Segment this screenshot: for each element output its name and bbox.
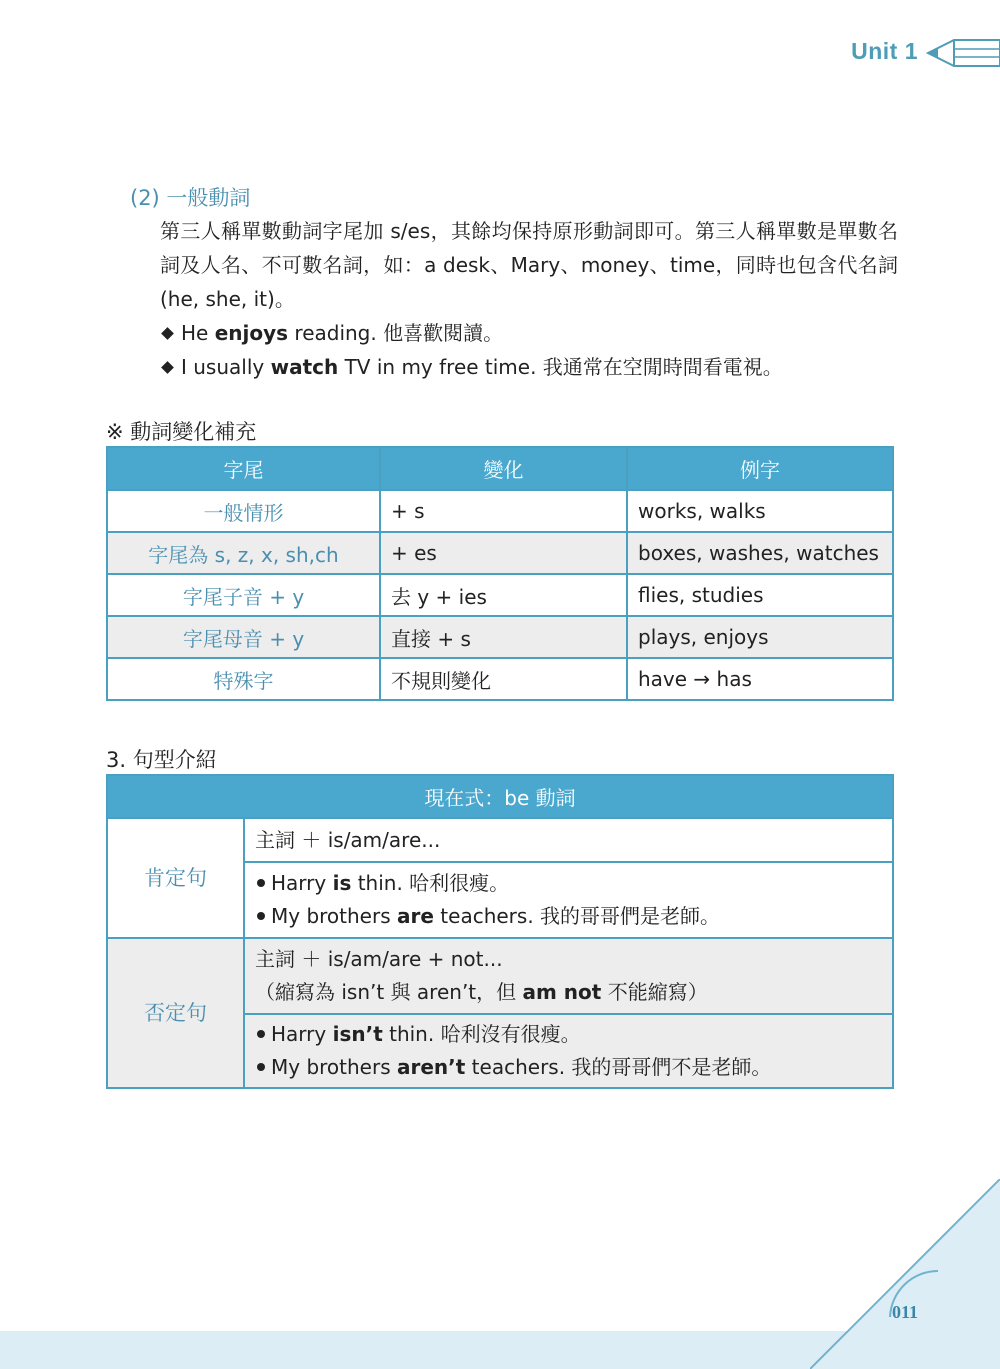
- bullet-icon: [257, 1030, 265, 1038]
- table-row: 一般情形 + s works, walks: [107, 490, 893, 532]
- section-heading: (2) 一般動詞: [130, 186, 251, 210]
- affirmative-formula-row: [107, 818, 893, 862]
- table-row: 字尾子音 + y 去 y + ies flies, studies: [107, 574, 893, 616]
- negative-formula-row: [107, 938, 893, 1014]
- table-header-row: [107, 447, 893, 490]
- example-2: I usually watch TV in my free time. 我通常在空閒時間看電視。: [160, 350, 898, 384]
- bullet-icon: [257, 879, 265, 887]
- negative-label: 否定句: [107, 938, 244, 1088]
- column-header: 字尾: [107, 447, 380, 490]
- table-header-row: [107, 775, 893, 818]
- affirmative-label: 肯定句: [107, 818, 244, 938]
- page-corner-decoration: [810, 1179, 1000, 1369]
- negative-formula: 主詞 ＋ is/am/are + not...: [255, 947, 503, 971]
- bullet-icon: [257, 1063, 265, 1071]
- be-verb-table: [106, 774, 894, 1089]
- table-row: 特殊字 不規則變化 have → has: [107, 658, 893, 700]
- example-1: He enjoys reading. 他喜歡閱讀。: [160, 316, 898, 350]
- unit-label: Unit 1: [851, 38, 918, 64]
- page-number: 011: [892, 1302, 919, 1322]
- section-paragraph: [160, 214, 898, 384]
- verb-change-table: [106, 446, 894, 701]
- diamond-bullet-icon: [161, 327, 174, 340]
- table-header: 現在式：be 動詞: [107, 775, 893, 818]
- table-row: 字尾母音 + y 直接 + s plays, enjoys: [107, 616, 893, 658]
- affirmative-example-2: My brothers are teachers. 我的哥哥們是老師。: [255, 900, 882, 933]
- negative-example-1: Harry isn’t thin. 哈利沒有很瘦。: [255, 1018, 882, 1051]
- column-header: 變化: [380, 447, 627, 490]
- bullet-icon: [257, 912, 265, 920]
- paragraph-text: 第三人稱單數動詞字尾加 s/es，其餘均保持原形動詞即可。第三人稱單數是單數名詞及人名、不可數名詞，如：a desk、Mary、money、time，同時也包含代名詞 (he, she, it)。: [160, 219, 898, 311]
- negative-note: （縮寫為 isn’t 與 aren’t，但 am not 不能縮寫）: [255, 980, 708, 1004]
- diamond-bullet-icon: [161, 361, 174, 374]
- table-row: 字尾為 s, z, x, sh,ch + es boxes, washes, watches: [107, 532, 893, 574]
- affirmative-formula: 主詞 ＋ is/am/are...: [244, 818, 893, 862]
- negative-example-2: My brothers aren’t teachers. 我的哥哥們不是老師。: [255, 1051, 882, 1084]
- affirmative-example-1: Harry is thin. 哈利很瘦。: [255, 867, 882, 900]
- pencil-icon: [926, 32, 1000, 74]
- column-header: 例字: [627, 447, 893, 490]
- patterns-title: 3. 句型介紹: [106, 748, 217, 772]
- supplement-title: ※ 動詞變化補充: [106, 420, 257, 444]
